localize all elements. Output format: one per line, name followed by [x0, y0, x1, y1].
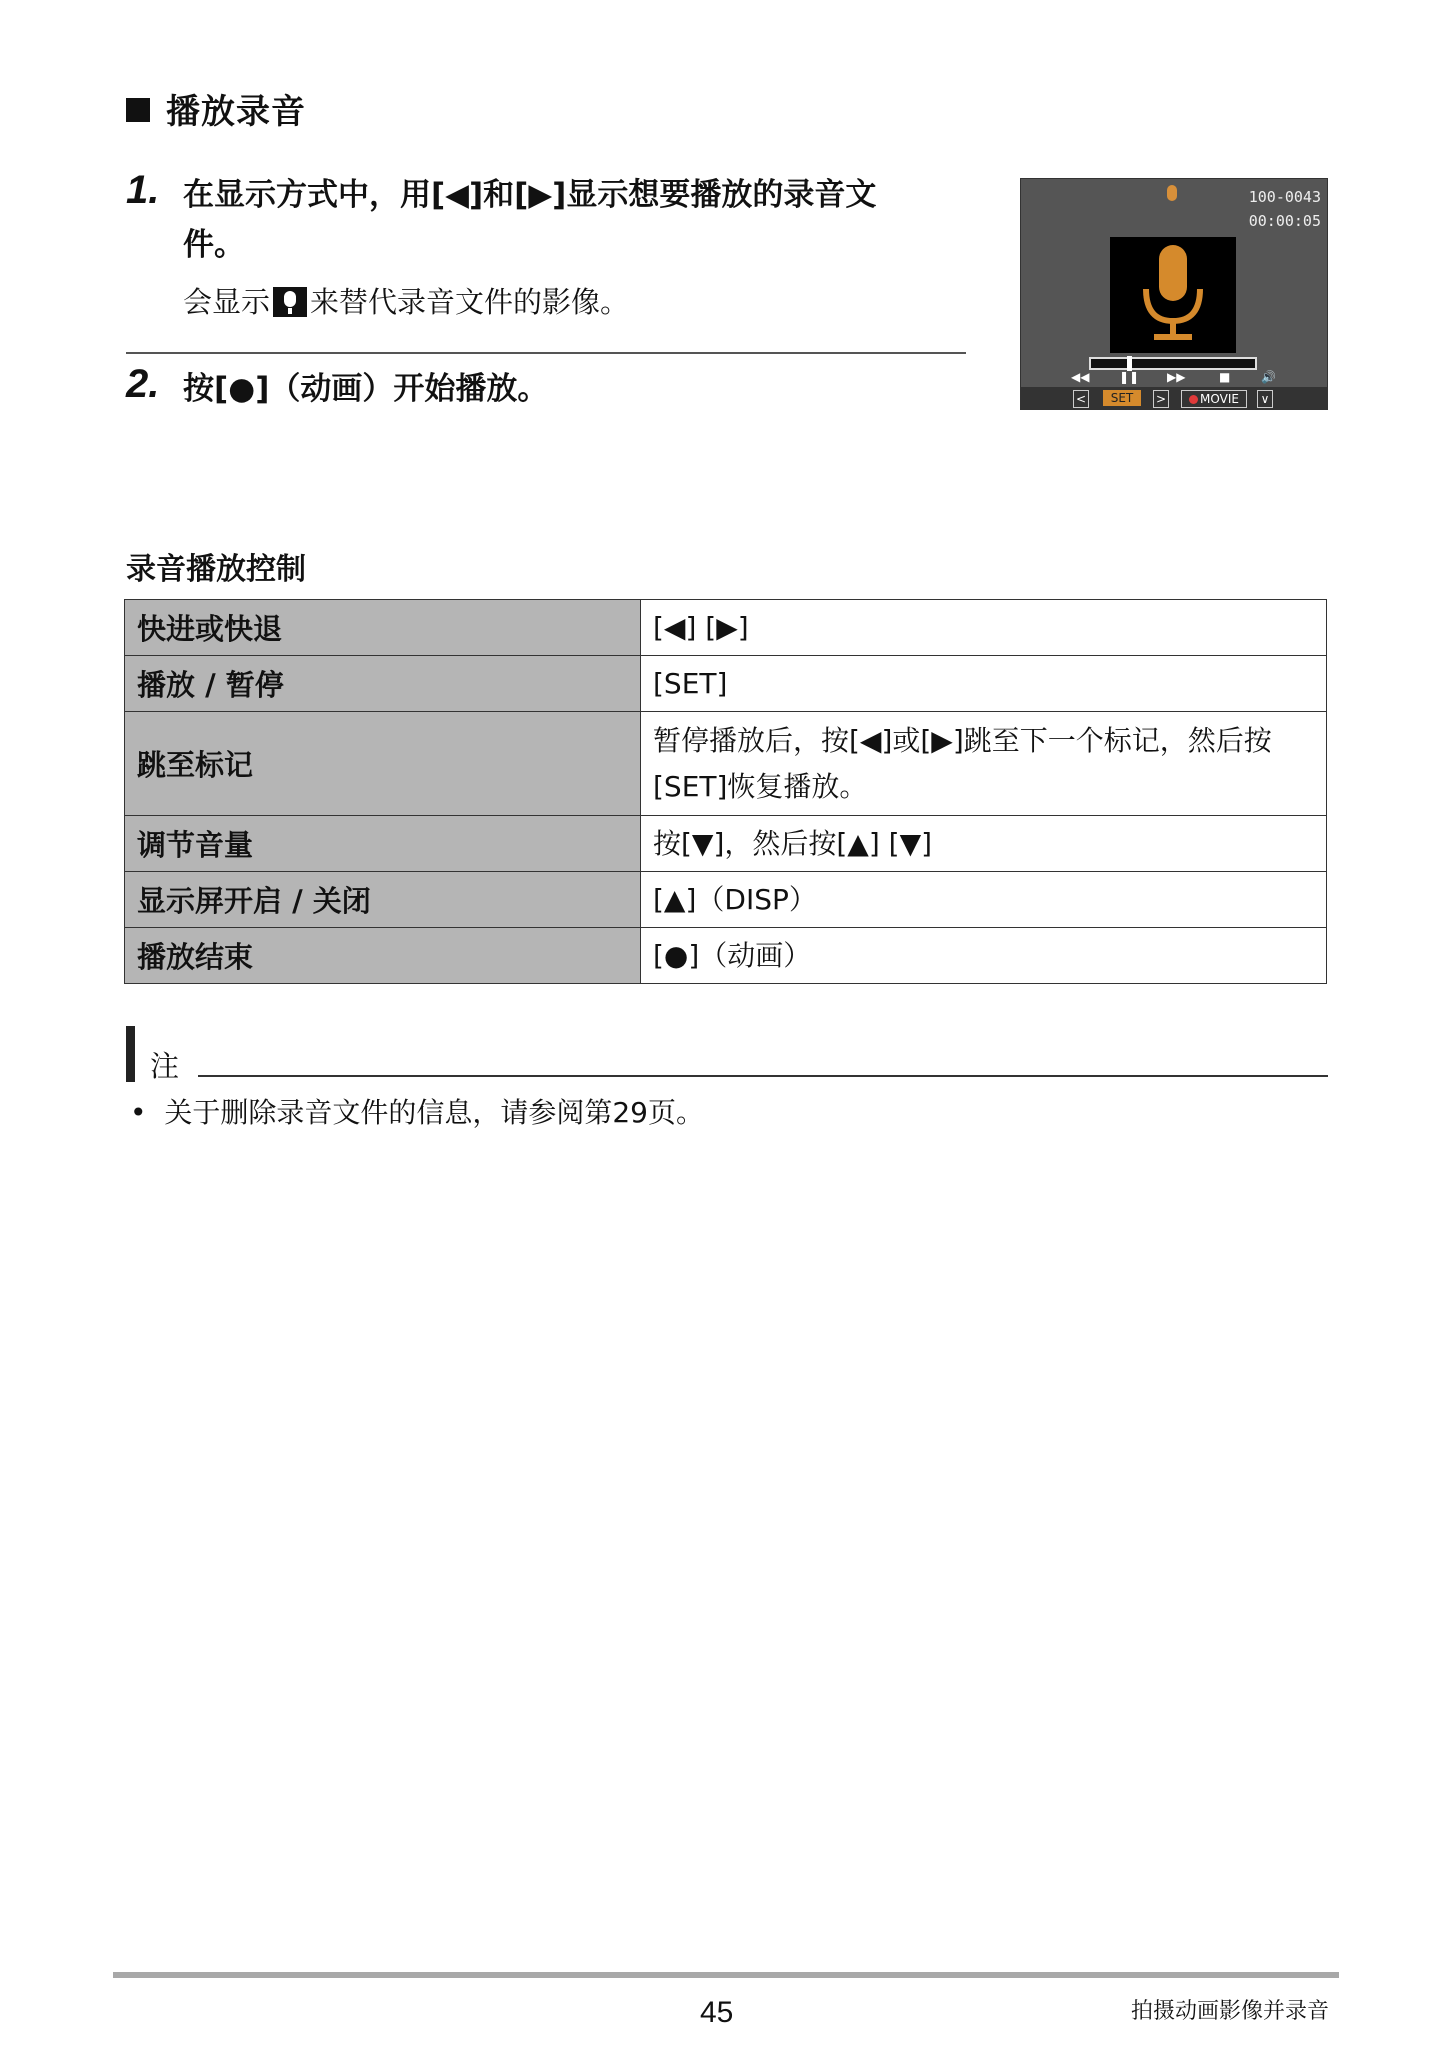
movie-button-chip: [1181, 390, 1247, 408]
action-cell: 跳至标记: [125, 712, 641, 816]
step-2-text: 按[●]（动画）开始播放。: [183, 371, 549, 407]
playback-progress-bar: [1089, 357, 1257, 370]
right-arrow-chip: >: [1153, 390, 1169, 408]
note-rule: [198, 1075, 1328, 1077]
table-row: [125, 712, 1327, 816]
progress-knob: [1127, 356, 1132, 371]
action-cell: 调节音量: [125, 816, 641, 872]
step-1-text: [183, 170, 876, 270]
file-number: 100-0043: [1248, 188, 1321, 206]
note-label: 注: [150, 1049, 180, 1083]
table-row: [125, 872, 1327, 928]
step-2-number: 2.: [126, 362, 160, 406]
large-mic-icon: [1110, 237, 1236, 353]
operation-cell: [●]（动画）: [641, 928, 1327, 984]
step-divider: [126, 352, 966, 354]
left-arrow-chip: <: [1073, 390, 1089, 408]
operation-cell: [SET]: [641, 656, 1327, 712]
mic-icon: [273, 287, 307, 317]
step-1-line-2: 件。: [183, 227, 245, 263]
set-button-chip: SET: [1103, 390, 1141, 406]
down-arrow-chip: ∨: [1257, 390, 1273, 408]
action-cell: 显示屏开启 / 关闭: [125, 872, 641, 928]
table-title: 录音播放控制: [126, 552, 306, 587]
record-dot-icon: [1189, 395, 1198, 404]
fast-forward-icon: ▶▶: [1167, 370, 1186, 384]
table-row: [125, 928, 1327, 984]
mic-indicator-icon: [1167, 185, 1177, 201]
note-item: [130, 1093, 704, 1133]
footer-rule: [113, 1972, 1339, 1978]
step-1-subtext: [183, 282, 629, 322]
screen-button-bar: [1021, 387, 1327, 409]
operation-cell: [▲]（DISP）: [641, 872, 1327, 928]
chapter-title: 拍摄动画影像并录音: [1131, 1999, 1330, 2024]
action-cell: 快进或快退: [125, 600, 641, 656]
progress-fill: [1091, 359, 1130, 368]
stop-icon: ■: [1219, 370, 1231, 384]
step-1-line-1: 在显示方式中，用[◀]和[▶]显示想要播放的录音文: [183, 177, 877, 213]
playback-control-table: [124, 599, 1327, 984]
note-marker: [126, 1026, 135, 1082]
step-1-sub-after: 来替代录音文件的影像。: [310, 285, 630, 319]
elapsed-time: 00:00:05: [1248, 212, 1321, 230]
page-number: 45: [700, 1996, 734, 2029]
section-title: [126, 84, 306, 133]
operation-cell: 按[▼]，然后按[▲] [▼]: [641, 816, 1327, 872]
action-cell: 播放 / 暂停: [125, 656, 641, 712]
step-1-number: 1.: [126, 168, 160, 212]
movie-label: MOVIE: [1200, 392, 1239, 406]
camera-screen-illustration: [1020, 178, 1328, 410]
square-bullet-icon: [126, 98, 150, 122]
section-title-text: 播放录音: [166, 92, 306, 132]
action-cell: 播放结束: [125, 928, 641, 984]
table-row: [125, 656, 1327, 712]
bullet-icon: •: [130, 1096, 165, 1129]
operation-cell: 暂停播放后，按[◀]或[▶]跳至下一个标记，然后按[SET]恢复播放。: [641, 712, 1327, 816]
volume-icon: 🔊: [1261, 370, 1276, 384]
operation-cell: [◀] [▶]: [641, 600, 1327, 656]
playback-controls: [1071, 370, 1281, 386]
step-1-sub-before: 会显示: [183, 285, 271, 319]
screen-counter: [1249, 185, 1321, 233]
table-row: [125, 816, 1327, 872]
recording-thumbnail: [1110, 237, 1236, 353]
pause-icon: ❚❚: [1119, 370, 1140, 384]
rewind-icon: ◀◀: [1071, 370, 1090, 384]
table-row: [125, 600, 1327, 656]
note-item-text: 关于删除录音文件的信息，请参阅第29页。: [164, 1096, 704, 1129]
